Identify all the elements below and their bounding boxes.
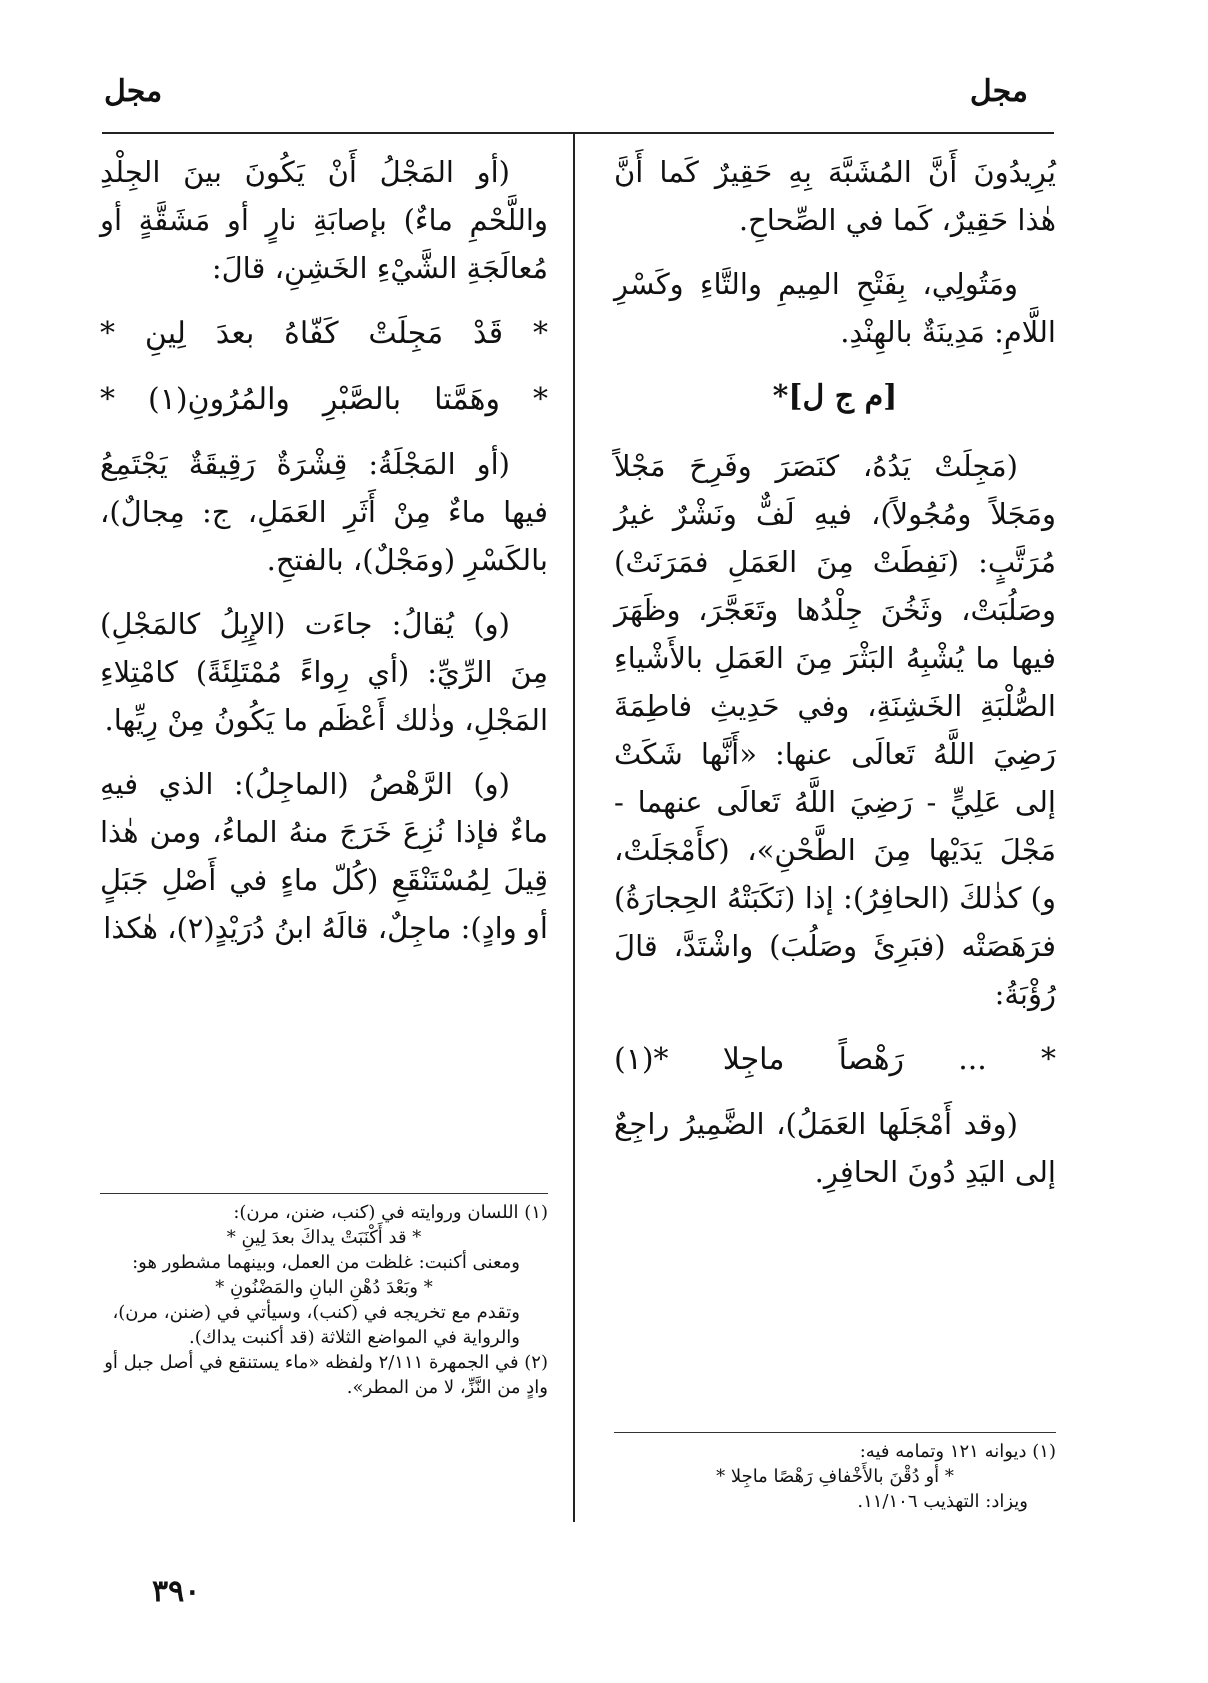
left-paragraph-1: (أو المَجْلَةُ: قِشْرَةٌ رَقِيقَةٌ يَجْتَمِعُ فيها ماءٌ مِنْ أَثَرِ العَمَلِ، ج: مِجالٌ)، بالكَسْرِ (ومَجْلٌ)، بالفتحِ.: [100, 447, 548, 577]
footnote-left-line: (١) اللسان وروايته في (كنب، ضنن، مرن):: [233, 1202, 548, 1223]
footnotes-left: [100, 1193, 548, 1400]
footnote-right-line: ويزاد: التهذيب ١١/١٠٦.: [857, 1491, 1028, 1512]
entry-heading: [م ج ل]*: [772, 379, 898, 414]
footnote-left-line: وتقدم مع تخريجه في (كنب)، وسيأتي في (ضنن، مرن)، والرواية في المواضع الثلاثة (قد أكنبت يداك).: [112, 1302, 520, 1348]
footnote-left-line: ومعنى أكنبت: غلظت من العمل، وبينهما مشطور هو:: [132, 1252, 520, 1273]
right-paragraph-2: ومَتُولِي، بِفَتْحِ المِيمِ والتَّاءِ وكَسْرِ اللَّامِ: مَدِينَةٌ بالهِنْدِ.: [614, 267, 1056, 349]
header-rule: [102, 132, 1054, 134]
header-left-title: مجل: [104, 74, 163, 109]
right-paragraph-1: يُرِيدُونَ أَنَّ المُشَبَّهَ بِهِ حَقِيرٌ كَما أَنَّ هٰذا حَقِيرٌ، كَما في الصِّحاحِ.: [614, 155, 1056, 237]
right-closing-paragraph: (وقد أَمْجَلَها العَمَلُ)، الضَّمِيرُ راجِعٌ إلى اليَدِ دُونَ الحافِرِ.: [614, 1107, 1056, 1189]
left-verse-1: * قَدْ مَجِلَتْ كَفّاهُ بعدَ لِينِ *: [100, 316, 548, 351]
page-number: ٣٩٠: [152, 1574, 201, 1609]
left-paragraph-2: (و) يُقالُ: جاءَت (الإِبِلُ كالمَجْلِ) مِنَ الرِّيِّ: (أي رِواءً مُمْتَلِئَةً) كامْتِلاءِ المَجْلِ، وذٰلك أَعْظَم ما يَكُونُ مِنْ رِيِّها.: [100, 607, 548, 737]
left-column: [100, 148, 548, 968]
left-opening-paragraph: (أو المَجْلُ أَنْ يَكُونَ بينَ الجِلْدِ واللَّحْمِ ماءٌ) بإصابَةِ نارٍ أو مَشَقَّةٍ أو مُعالَجَةِ الشَّيْءِ الخَشِنِ، قالَ:: [100, 155, 548, 285]
footnotes-right: [614, 1432, 1056, 1514]
left-paragraph-3: (و) الرَّهْصُ (الماجِلُ): الذي فيهِ ماءٌ فإذا نُزِعَ خَرَجَ منهُ الماءُ، ومن هٰذا قِيلَ لِمُسْتَنْقَعِ (كُلّ ماءٍ في أَصْلِ جَبَلٍ أو وادٍ): ماجِلٌ، قالَهُ ابنُ دُرَيْدٍ(٢)، هٰكذا: [100, 767, 548, 945]
entry-body: (مَجِلَتْ يَدُهُ، كنَصَرَ وفَرِحَ مَجْلاً ومَجَلاً ومُجُولاً)، فيهِ لَفٌّ ونَشْرٌ غيرُ مُرَتَّبٍ: (نَفِطَتْ مِنَ العَمَلِ فمَرَنَتْ) وصَلُبَتْ، وثَخُنَ جِلْدُها وتَعَجَّرَ، وظَهَرَ فيها ما يُشْبِهُ البَثْرَ مِنَ العَمَلِ بالأَشْياءِ الصُّلْبَةِ الخَشِنَةِ، وفي حَدِيثِ فاطِمَةَ رَضِيَ اللَّهُ تَعالَى عنها: «أَنَّها شَكَتْ إلى عَلِيٍّ - رَضِيَ اللَّهُ تَعالَى عنهما - مَجْلَ يَدَيْها مِنَ الطَّحْنِ»، (كأَمْجَلَتْ، و) كذٰلكَ (الحافِرُ): إذا (نَكَبَتْهُ الحِجارَةُ) فرَهَصَتْه (فبَرِئَ وصَلُبَ) واشْتَدَّ، قالَ رُؤْبَةُ:: [614, 449, 1056, 1011]
footnote-left-line: * قد أَكْنَبَتْ يداكَ بعدَ لِينِ *: [226, 1227, 422, 1248]
footnote-right-line: * أو دُقْنَ بالأَخْفافِ رَهْصًا ماجِلا *: [716, 1466, 954, 1487]
right-verse: * ... رَهْصاً ماجِلا *(١): [614, 1042, 1056, 1077]
right-column: [614, 148, 1056, 1212]
footnote-left-line: * وبَعْدَ دُهْنِ البانِ والمَضْنُونِ *: [215, 1277, 433, 1298]
footnote-left-line: (٢) في الجمهرة ٢/١١١ ولفظه «ماء يستنقع في أصل جبل أو وادٍ من النَّزِّ، لا من المطر».: [104, 1352, 548, 1398]
footnote-right-line: (١) ديوانه ١٢١ وتمامه فيه:: [859, 1441, 1056, 1462]
header-right-title: مجل: [969, 74, 1028, 109]
left-verse-2: * وهَمَّتا بالصَّبْرِ والمُرُونِ(١) *: [100, 382, 548, 417]
column-divider: [573, 134, 575, 1522]
